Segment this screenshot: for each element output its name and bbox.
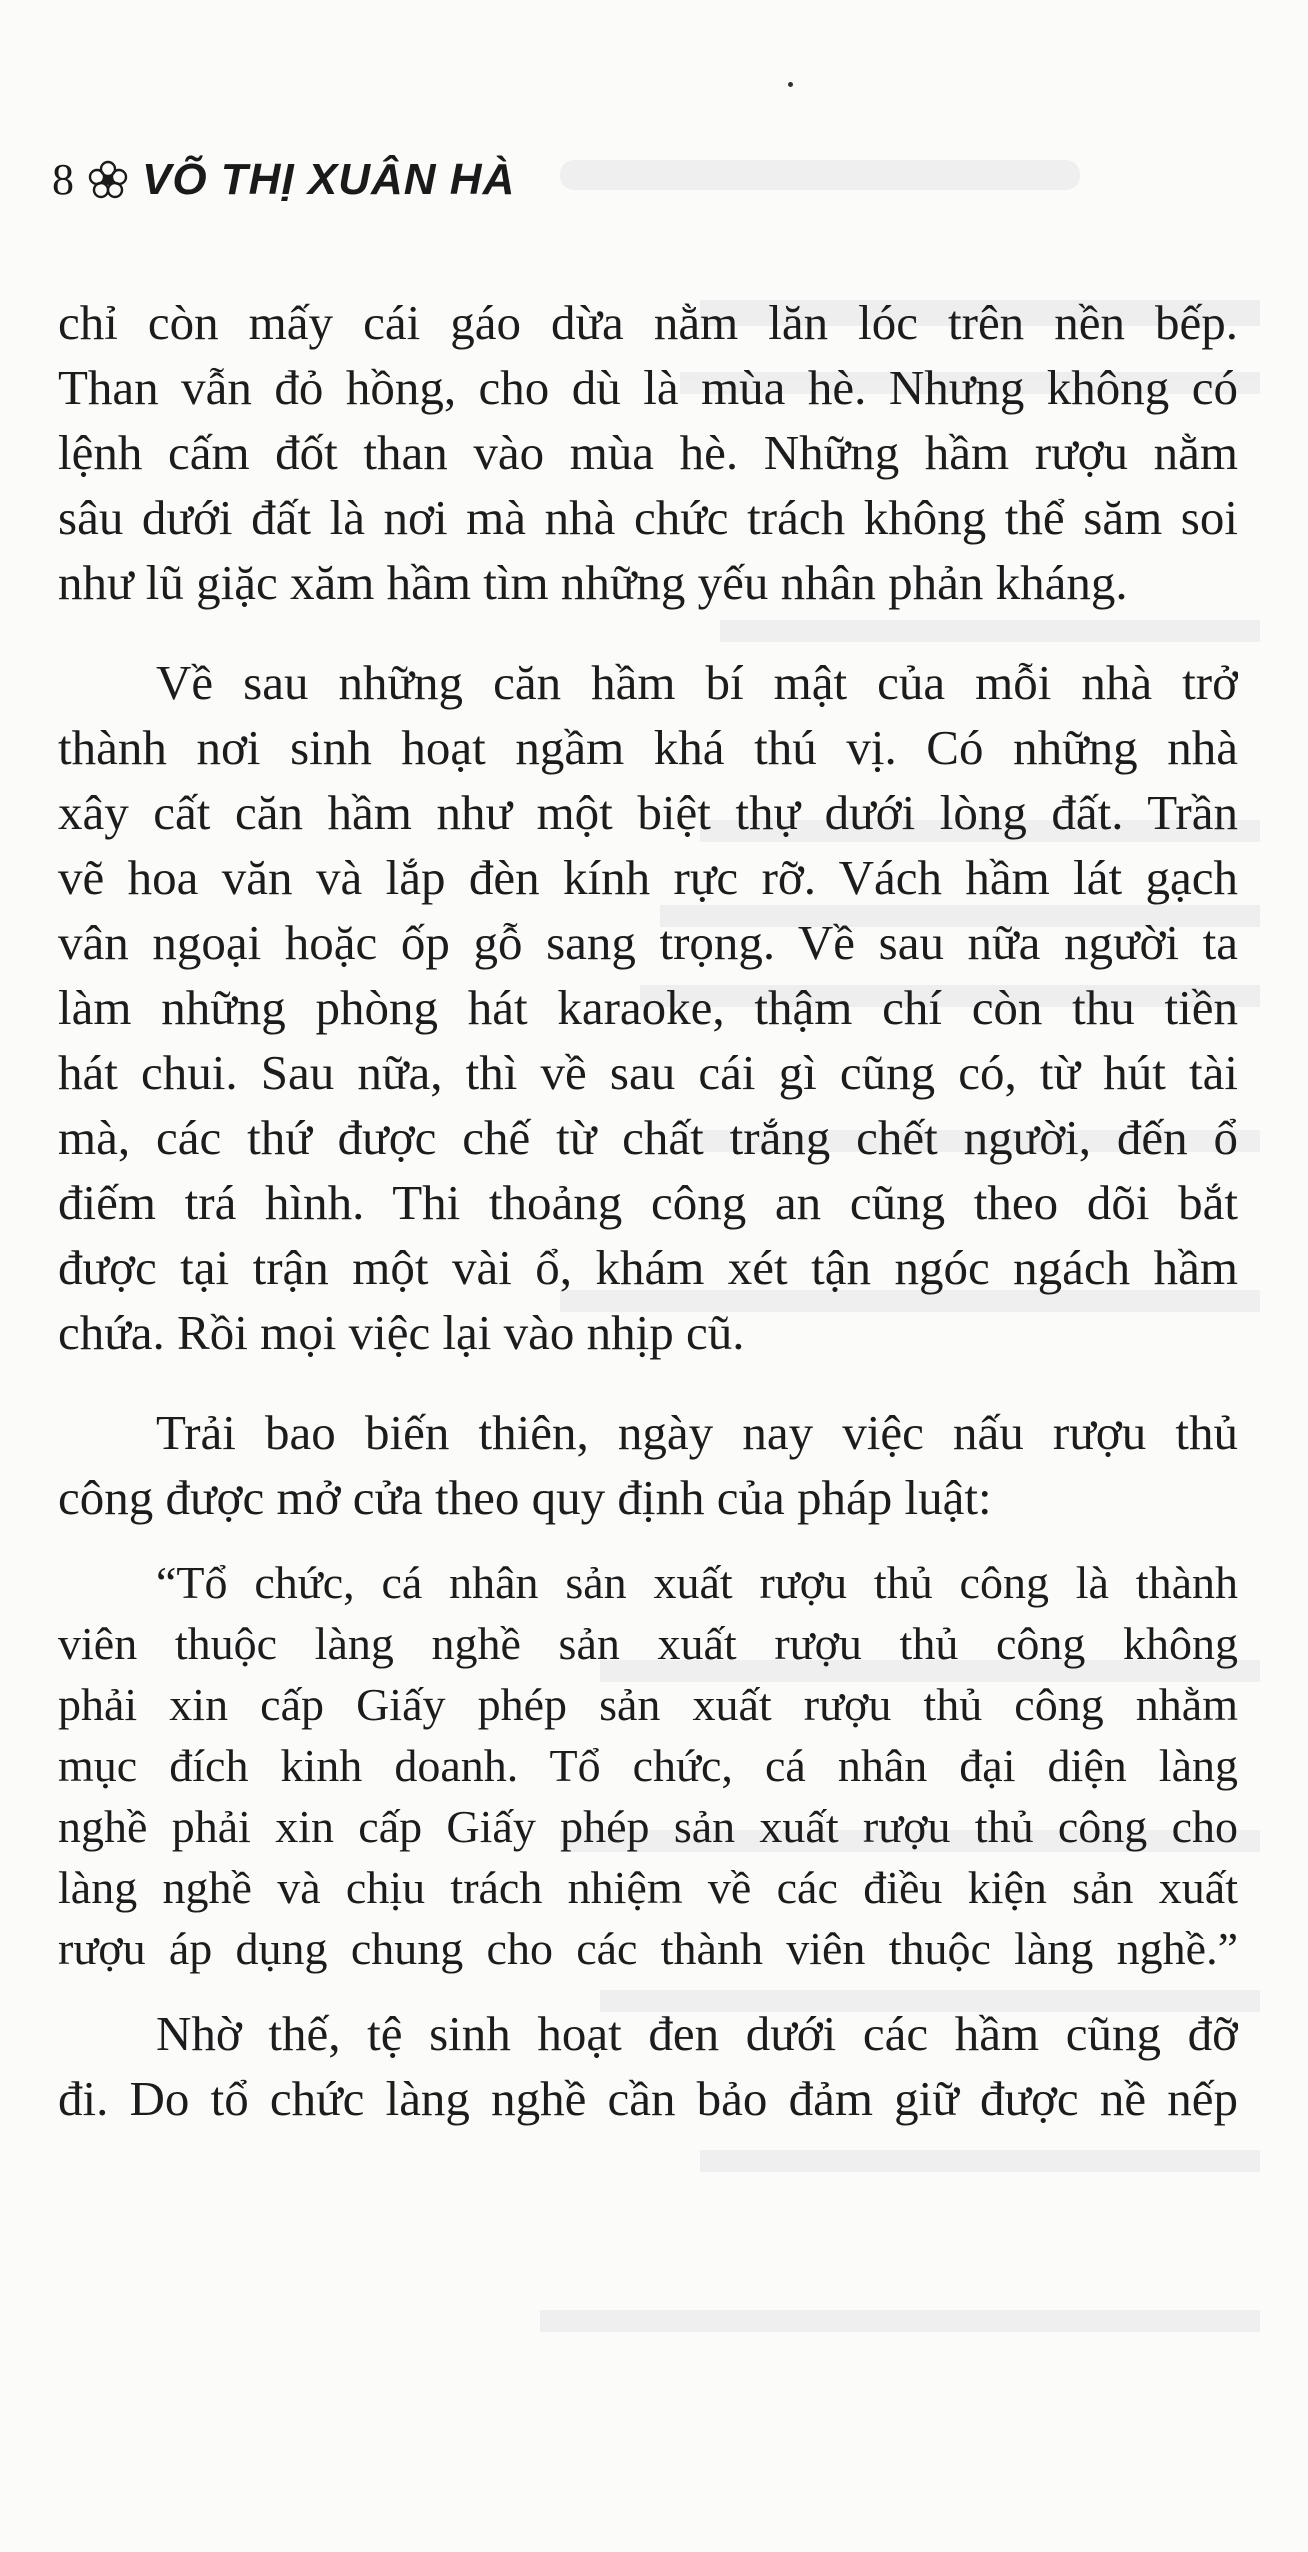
text-line: lệnh cấm đốt than vào mùa hè. Những hầm rượu nằm	[58, 425, 1238, 480]
text-line: như lũ giặc xăm hầm tìm những yếu nhân phản kháng.	[58, 555, 1128, 610]
paragraph-5	[58, 2001, 1238, 2131]
text-line: được tại trận một vài ổ, khám xét tận ngóc ngách hầm	[58, 1240, 1238, 1295]
text-line: sâu dưới đất là nơi mà nhà chức trách không thể săm soi	[58, 490, 1238, 545]
body-text	[58, 290, 1238, 2131]
text-line: vẽ hoa văn và lắp đèn kính rực rỡ. Vách hầm lát gạch	[58, 850, 1238, 905]
page-number: 8	[52, 155, 74, 204]
text-line: điếm trá hình. Thi thoảng công an cũng theo dõi bắt	[58, 1175, 1238, 1230]
flower-icon	[88, 160, 128, 200]
quote-line: mục đích kinh doanh. Tổ chức, cá nhân đại diện làng	[58, 1740, 1238, 1791]
quote-line: phải xin cấp Giấy phép sản xuất rượu thủ công nhằm	[58, 1679, 1238, 1730]
quote-line: “Tổ chức, cá nhân sản xuất rượu thủ công là thành	[156, 1557, 1238, 1608]
text-line: đi. Do tổ chức làng nghề cần bảo đảm giữ được nề nếp	[58, 2071, 1238, 2126]
text-line: Về sau những căn hầm bí mật của mỗi nhà trở	[156, 655, 1238, 710]
speck	[788, 82, 793, 87]
text-line: mà, các thứ được chế từ chất trắng chết người, đến ổ	[58, 1110, 1238, 1165]
quote-line: làng nghề và chịu trách nhiệm về các điều kiện sản xuất	[58, 1862, 1238, 1913]
text-line: xây cất căn hầm như một biệt thự dưới lòng đất. Trần	[58, 785, 1238, 840]
text-line: chứa. Rồi mọi việc lại vào nhịp cũ.	[58, 1305, 745, 1360]
quote-line: nghề phải xin cấp Giấy phép sản xuất rượu thủ công cho	[58, 1801, 1238, 1852]
text-line: công được mở cửa theo quy định của pháp luật:	[58, 1470, 992, 1525]
text-line: Than vẫn đỏ hồng, cho dù là mùa hè. Nhưng không có	[58, 360, 1238, 415]
quoted-regulation	[58, 1552, 1238, 1979]
paragraph-spacer	[58, 615, 1238, 650]
paragraph-3	[58, 1400, 1238, 1530]
quote-line: rượu áp dụng chung cho các thành viên thuộc làng nghề.”	[58, 1923, 1238, 1974]
page-header	[52, 150, 515, 210]
text-line: vân ngoại hoặc ốp gỗ sang trọng. Về sau nữa người ta	[58, 915, 1238, 970]
paragraph-1	[58, 290, 1238, 615]
text-line: Trải bao biến thiên, ngày nay việc nấu rượu thủ	[156, 1405, 1238, 1460]
text-line: thành nơi sinh hoạt ngầm khá thú vị. Có những nhà	[58, 720, 1238, 775]
text-line: làm những phòng hát karaoke, thậm chí còn thu tiền	[58, 980, 1238, 1035]
paragraph-spacer	[58, 1530, 1238, 1552]
paragraph-spacer	[58, 1365, 1238, 1400]
quote-line: viên thuộc làng nghề sản xuất rượu thủ công không	[58, 1618, 1238, 1669]
text-line: chỉ còn mấy cái gáo dừa nằm lăn lóc trên nền bếp.	[58, 295, 1238, 350]
running-head-author: VÕ THỊ XUÂN HÀ	[142, 155, 516, 204]
text-line: hát chui. Sau nữa, thì về sau cái gì cũng có, từ hút tài	[58, 1045, 1238, 1100]
paragraph-2	[58, 650, 1238, 1365]
text-line: Nhờ thế, tệ sinh hoạt đen dưới các hầm cũng đỡ	[156, 2006, 1238, 2061]
paragraph-spacer	[58, 1979, 1238, 2001]
